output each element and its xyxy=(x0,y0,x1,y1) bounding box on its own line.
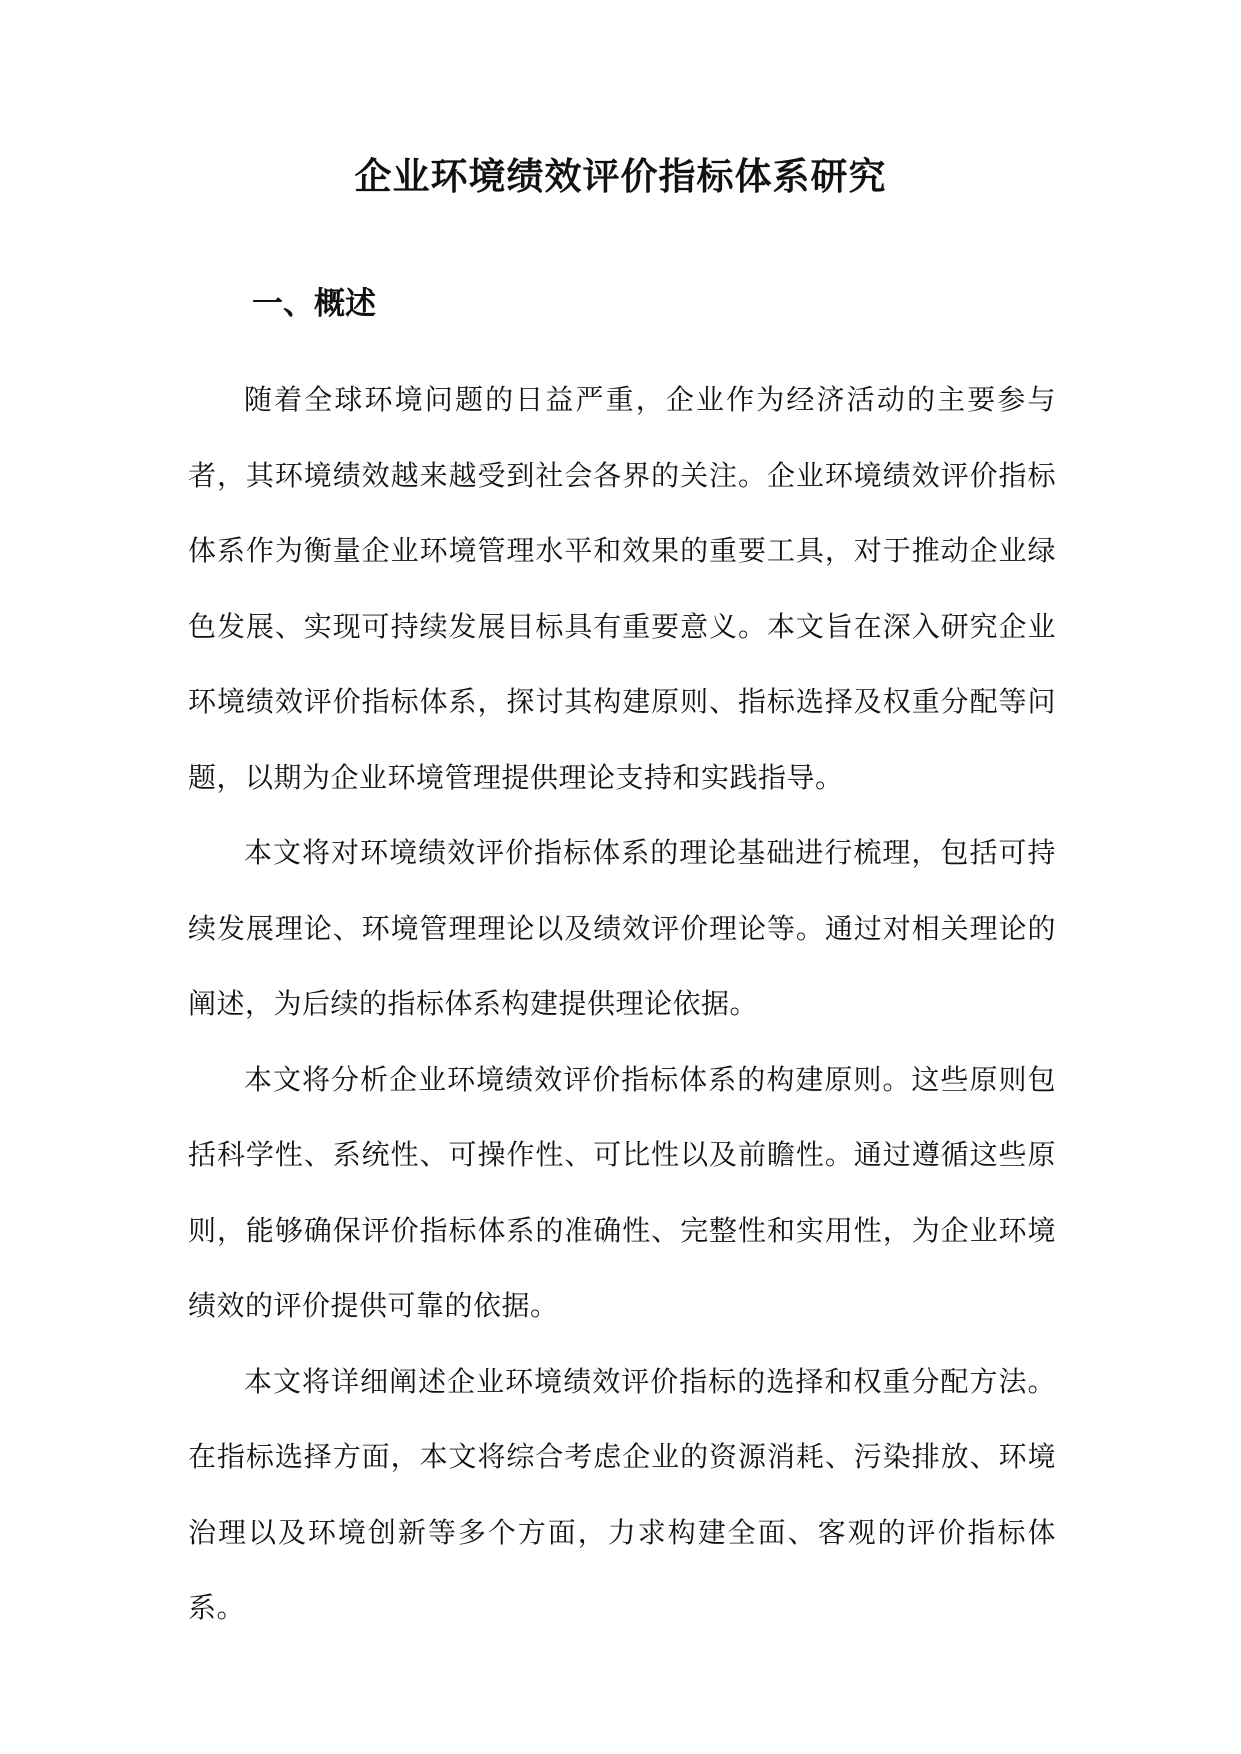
paragraph: 本文将详细阐述企业环境绩效评价指标的选择和权重分配方法。在指标选择方面，本文将综合考虑企业的资源消耗、污染排放、环境治理以及环境创新等多个方面，力求构建全面、客观的评价指标体系。 xyxy=(188,1364,1056,1624)
paragraph: 随着全球环境问题的日益严重，企业作为经济活动的主要参与者，其环境绩效越来越受到社会各界的关注。企业环境绩效评价指标体系作为衡量企业环境管理水平和效果的重要工具，对于推动企业绿色发展、实现可持续发展目标具有重要意义。本文旨在深入研究企业环境绩效评价指标体系，探讨其构建原则、指标选择及权重分配等问题，以期为企业环境管理提供理论支持和实践指导。 xyxy=(188,383,1056,794)
section-heading: 一、概述 xyxy=(252,286,376,322)
document-title: 企业环境绩效评价指标体系研究 xyxy=(354,154,887,198)
document-body xyxy=(188,362,1056,1646)
paragraph: 本文将分析企业环境绩效评价指标体系的构建原则。这些原则包括科学性、系统性、可操作性、可比性以及前瞻性。通过遵循这些原则，能够确保评价指标体系的准确性、完整性和实用性，为企业环境绩效的评价提供可靠的依据。 xyxy=(188,1062,1056,1322)
paragraph: 本文将对环境绩效评价指标体系的理论基础进行梳理，包括可持续发展理论、环境管理理论以及绩效评价理论等。通过对相关理论的阐述，为后续的指标体系构建提供理论依据。 xyxy=(188,836,1056,1020)
